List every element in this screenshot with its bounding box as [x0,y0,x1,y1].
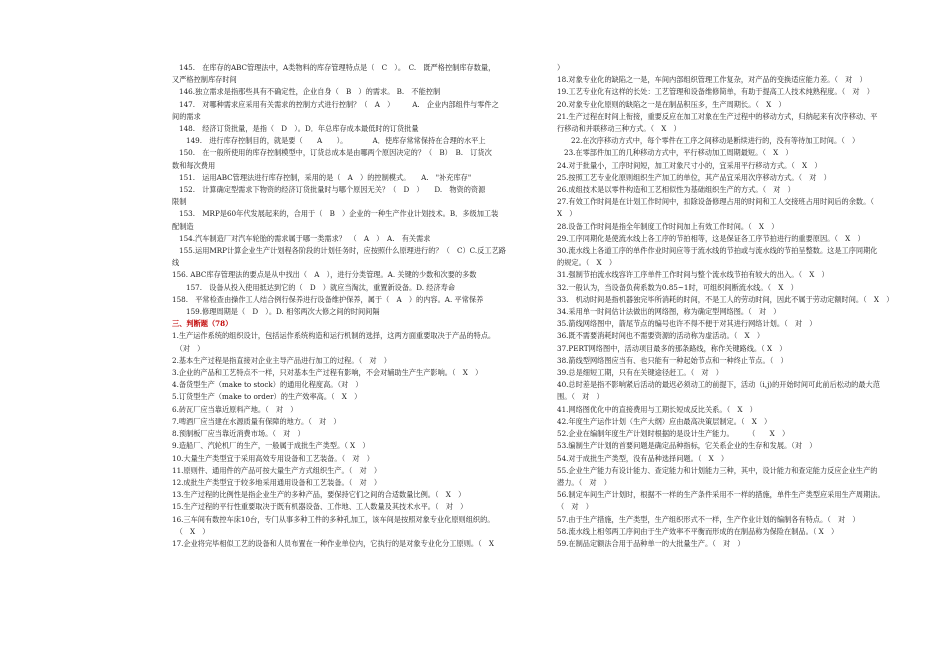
left-text-line: 13.生产过程的比例性是指企业生产的多种产品，要保持它们之间的合适数量比例。（ X ） [172,490,466,500]
right-text-line: 58.流水线上相邻两工序间由于生产效率不平衡而形成的在制品称为保险在制品。（ X ） [557,526,839,536]
right-text-line: 29.工序同期化是使流水线上各工序的节拍相等，这是保证各工序节拍进行的重要原因。（ X ） [557,233,865,243]
right-text-line: 潜力。（ 对 ） [557,477,611,487]
right-text-line: 40.总时差是指不影响紧后活动的最迟必须动工的前提下，活动（i,j)的开始时间可此前后松动的最大范 [557,380,880,390]
left-text-line: 17.企业将完毕相似工艺的设备和人员布置在一种作业单位内，它执行的是对象专业化分工原则。（ X [172,538,495,548]
left-column [172,62,524,550]
left-text-line: 6.砖瓦厂应当靠近原料产地。（ 对 ） [172,404,298,414]
right-text-line: 26.成组技术是以零件构造和工艺相似性为基础组织生产的方式。（ 对 ） [557,185,795,195]
right-text-line: 56.制定车间生产计划时，根据不一样的生产条件采用不一样的措施，单件生产类型应采用生产周期法。 [557,490,885,500]
right-text-line: 36.既不需要消耗时间也不需要资源的活动称为虚活动。（ X ） [557,331,765,341]
left-text-line: （对 ） [172,343,205,353]
right-text-line: 33. 机动时间是指机器独完毕所消耗的时间，不是工人的劳动时间，因此不属于劳动定额时间。（ X ） [557,294,894,304]
left-text-line: 限制 [172,197,187,207]
right-text-line: 41.网络图优化中的直接费用与工期长短成反比关系。（ X ） [557,404,757,414]
right-text-line: 57.由于生产措施，生产类型，生产组织形式不一样，生产作业计划的编制各有特点。（ 对 ） [557,514,860,524]
right-text-line: 24.对于批量小，工序时间短，加工对象尺寸小的，宜采用平行移动方式。（ X ） [557,160,822,170]
left-text-line: 又严格控制库存时间 [172,75,237,85]
section-heading: 三、判断题（78） [172,319,233,329]
left-text-line: 145. 在库存的ABC管理法中，A类物料的库存管理特点是（ C ）。 C. 既严格控制库存数量， [179,63,496,72]
left-text-line: 146.独立需求是指那些具有不确定性，企业自身（ B ）的需求。 B. 不能控制 [179,87,441,97]
left-text-line: 5.订货型生产（make to order）的生产效率高。（ X ） [172,392,362,402]
left-text-line: 152. 计算确定型需求下物资的经济订货批量时与哪个原因无关？（ D ） D. 物资的资源 [179,185,486,195]
left-text-line: 149. 进行库存控制目的，就是要（ A ）。 A．使库存常常保持在合理的水平上 [186,136,486,146]
right-text-line: 行移动和并联移动三种方式。（ X ） [557,124,681,134]
right-text-line: （ 对 ） [557,502,593,512]
right-column [557,62,925,550]
right-text-line: 32.一般认为，当设备负荷系数为0.85~1时，可组织间断流水线。（ X ） [557,282,798,292]
right-text-line: 34.采用单一时间估计法做出的网络图，称为确定型网络图。（ 对 ） [557,307,781,317]
left-text-line: 间的需求 [172,111,201,121]
left-text-line: 148. 经济订货批量，是指（ D ）。D．年总库存成本最低时的订货批量 [179,124,419,134]
left-text-line: 15.生产过程的平行性重要取决于既有机器设备、工作地、工人数量及其技术水平。（ 对 ） [172,502,468,512]
right-text-line: 53.编制生产计划的首要问题是确定品种指标，它关系企业的生存和发展。（对 ） [557,441,817,451]
right-text-line: 围。（ 对 ） [557,392,604,402]
right-text-line: 27.有效工作时间是在计划工作时间中，扣除设备修理占用的时间和工人交接班占用时间后的余数。（ [557,197,874,207]
left-text-line: 12.成批生产类型宜于较多地采用通用设备和工艺装备。（ 对 ） [172,477,382,487]
left-text-line: 158. 平常检查由操作工人结合例行保养进行设备维护保养，属于（ A ）的内容。A. 平常保养 [172,294,484,304]
left-text-line: 151. 运用ABC管理法进行库存控制，采用的是（ A ）的控制模式。 A. "补充库存" [179,172,472,182]
right-text-line: 35.箭线网络图中，箭尾节点的编号也许不得不便于对其进行网络计划。（ 对 ） [557,319,817,329]
left-text-line: 配制造 [172,221,194,231]
left-text-line: （ X ） [172,526,210,536]
left-text-line: 11.原则件、通用件的产品可按大量生产方式组织生产。（ 对 ） [172,465,382,475]
left-text-line: 2.基本生产过程是指直接对企业主导产品进行加工的过程。（ 对 ） [172,355,391,365]
right-text-line: 54.对于成批生产类型，没有品种选择问题。（ X ） [557,453,729,463]
right-text-line: 39.总是细短工期，只有在关键途径赶工。（ 对 ） [557,368,723,378]
left-text-line: 16.三车间有数控车床10台，专门从事多种工件的多种孔加工，该车间是按照对象专业化原则组织的。 [172,514,495,524]
left-text-line: 3.企业的产品和工艺特点不一样，只对基本生产过程有影响，不会对辅助生产生产影响。（ X ） [172,368,483,378]
right-text-line: 25.按照工艺专业化原则组织生产加工的单位，其产品宜采用次序移动方式。（ 对 ） [557,172,831,182]
left-text-line: 9.造船厂、汽轮机厂的生产，一般属于成批生产类型。（ X ） [172,441,370,451]
right-text-line: 28.设备工作时间是指全年制度工作时间加上有效工作时间。（ X ） [557,221,779,231]
left-text-line: 156. ABC库存管理法的要点是从中找出（ A ），进行分类管理。A. 关键的少数和次要的多数 [172,270,477,280]
right-text-line: X ） [557,209,577,219]
right-text-line: 30.流水线上各道工序的单件作业时间应等于流水线的节拍或与流水线的节拍呈整数。这是工序同期化 [557,246,878,256]
right-text-line: 31.强制节拍流水线容许工序单件工作时间与整个流水线节拍有较大的出入。（ X ） [557,270,829,280]
right-text-line: 52.企业在编制年度生产计划时根据的是设计生产能力。 （ X ） [557,429,790,439]
right-text-line: 的规定。（ X ） [557,258,617,268]
left-text-line: 159.修理周期是（ D ）。D. 相邻两次大修之间的时间间隔 [186,307,380,317]
left-text-line: 155.运用MRP计算企业生产计划程各阶段的计划任务时，应按照什么原理进行的？（ C）C.反工艺路 [179,246,506,256]
right-text-line: 23.在零部件加工的几种移动方式中，平行移动加工周期最短。（ X ） [564,148,793,158]
left-text-line: 153. MRP是60年代发展起来的，合用于（ B ）企业的一种生产作业计划技术。B．多级加工装 [179,209,499,219]
right-text-line: 55.企业生产能力有设计能力、查定能力和计划能力三种，其中，设计能力和查定能力反应企业生产的 [557,465,878,475]
left-text-line: 数和每次费用 [172,160,216,170]
right-text-line: 21.生产过程在时间上衔接，重要反应在加工对象在生产过程中的移动方式，归纳起来有次序移动、平 [557,111,878,121]
left-text-line: 线 [172,258,180,268]
left-text-line: 4.备货型生产（make to stock）的通用化程度高。（对 ） [172,380,363,390]
left-text-line: 147. 对哪种需求应采用有关需求的控制方式进行控制？（ A ） A. 企业内部组件与零件之 [179,99,499,109]
left-text-line: 8.预制板厂应当靠近消费市场。（ 对 ） [172,429,305,439]
left-text-line: 1.生产运作系统的组织设计，包括运作系统构造和运行机制的选择，这两方面重要取决于产品的特点。 [172,331,496,341]
right-text-line: 20.对象专业化原则的缺陷之一是在制品积压多，生产周期长。（ X ） [557,99,786,109]
right-text-line: 37.PERT网络图中，活动项目最多的那条路线，称作关键路线。（ X ） [557,343,787,353]
left-text-line: 157. 设备从投入使用抵达到它的（ D ）就应当淘汰，重置新设备。D. 经济寿命 [186,282,456,292]
right-text-line: ） [557,63,565,72]
right-text-line: 42.年度生产运作计划（生产大纲）应由最高决策层制定。（ X ） [557,416,772,426]
right-text-line: 19.工艺专业化有这样的长处：工艺管理和设备维修简单，有助于提高工人技术纯熟程度。（ 对 ） [557,87,874,97]
left-text-line: 10.大量生产类型宜于采用高效专用设备和工艺装备。（ 对 ） [172,453,374,463]
right-text-line: 22.在次序移动方式中，每个零件在工序之间移动是断续进行的，没有等待加工时间。（ ） [571,136,860,146]
left-text-line: 154.汽车制造厂对汽车轮胎的需求属于哪一类需求？ （ A ） A. 有关需求 [179,233,431,243]
left-text-line: 150. 在一般所使用的库存控制模型中，订货总成本是由哪两个原因决定的？（ B） B. 订货次 [179,148,492,158]
right-text-line: 59.在制品定额法合用于品种单一的大批量生产。（ 对 ） [557,538,745,548]
right-text-line: 38.箭线型网络图应当有、也只能有一种起始节点和一种终止节点。（ ） [557,355,788,365]
left-text-line: 7.啤酒厂应当建在水源质量有保障的地方。（ 对 ） [172,416,341,426]
right-text-line: 18.对象专业化的缺陷之一是，车间内部组织管理工作复杂，对产品的变换适应能力差。（ 对 ） [557,75,867,85]
